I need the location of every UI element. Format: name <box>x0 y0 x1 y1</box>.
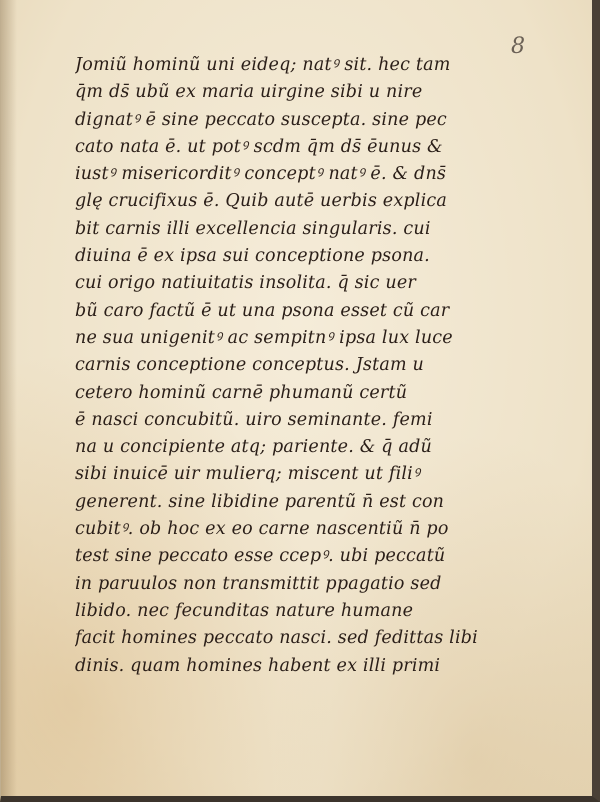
text-line: Jomiũ hominũ uni eideq; natꝰ sit. hec tam <box>75 55 451 75</box>
text-line: glę crucifixus ē. Quib autē uerbis explica <box>75 191 448 212</box>
text-line: in paruulos non transmittit ppagatio sed <box>75 573 442 594</box>
text-line: iustꝰ misericorditꝰ conceptꝰ natꝰ ē. & dns̄ <box>75 164 447 185</box>
text-line: sibi inuicē uir mulierq; miscent ut filiꝰ <box>75 464 420 485</box>
text-line: cato nata ē. ut potꝰ scdm q̄m ds̄ ēunus & <box>75 136 443 157</box>
text-line: cubitꝰ. ob hoc ex eo carne nascentiũ n̄ po <box>75 519 449 540</box>
text-line: facit homines peccato nasci. sed fedittas libi <box>75 628 478 649</box>
text-line: bũ caro factũ ē ut una psona esset cũ car <box>75 300 450 321</box>
text-line: dinis. quam homines habent ex illi primi <box>75 655 441 676</box>
text-line: dignatꝰ ē sine peccato suscepta. sine pec <box>75 109 447 130</box>
text-line: ne sua unigenitꝰ ac sempitnꝰ ipsa lux luce <box>75 327 453 348</box>
text-line: q̄m ds̄ ubũ ex maria uirgine sibi u nire <box>75 82 423 103</box>
text-line: cui origo natiuitatis insolita. q̄ sic uer <box>75 273 416 294</box>
text-line: bit carnis illi excellencia singularis. cui <box>75 218 431 239</box>
text-line: test sine peccato esse ccepꝰ. ubi peccatũ <box>75 546 446 567</box>
folio-number: 8 <box>511 34 525 59</box>
text-line: na u concipiente atq; pariente. & q̄ adũ <box>75 437 432 458</box>
text-line: cetero hominũ carnē phumanũ certũ <box>75 382 408 403</box>
text-line: libido. nec fecunditas nature humane <box>75 600 414 621</box>
text-line: ē nasci concubitũ. uiro seminante. femi <box>75 409 433 430</box>
text-line: generent. sine libidine parentũ n̄ est con <box>75 491 445 512</box>
text-block <box>75 52 495 680</box>
text-line: diuina ē ex ipsa sui conceptione psona. <box>75 246 430 267</box>
text-line: carnis conceptione conceptus. Jstam u <box>75 355 425 376</box>
